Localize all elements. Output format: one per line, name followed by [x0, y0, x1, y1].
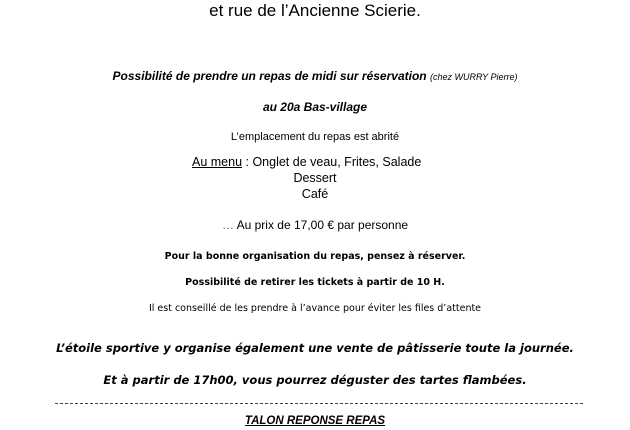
shelter-note: L’emplacement du repas est abrité: [230, 131, 400, 143]
price-ellipsis: …: [221, 218, 234, 232]
menu-main-course: : Onglet de veau, Frites, Salade: [242, 155, 422, 169]
organisation-note: Pour la bonne organisation du repas, pensez à réserver.: [164, 251, 466, 262]
menu-dessert: Dessert: [293, 171, 337, 185]
meal-possibility-text: Possibilité de prendre un repas de midi sur réservation: [112, 69, 427, 83]
pastry-sale-note: L’étoile sportive y organise également une vente de pâtisserie toute la journée.: [56, 341, 574, 355]
tartes-flambees-note: Et à partir de 17h00, vous pourrez déguster des tartes flambées.: [103, 373, 527, 387]
reply-slip-title: TALON REPONSE REPAS: [244, 415, 386, 427]
meal-address: au 20a Bas-village: [262, 100, 368, 114]
menu-line: [192, 154, 421, 170]
advice-note: Il est conseillé de les prendre à l’avance pour éviter les files d’attente: [148, 303, 482, 314]
meal-host-note: (chez WURRY Pierre): [429, 72, 518, 82]
price-line: [0, 217, 630, 233]
meal-possibility: [0, 68, 630, 85]
menu-coffee: Café: [301, 187, 329, 201]
street-line: et rue de l’Ancienne Scierie.: [209, 1, 421, 20]
price-text: Au prix de 17,00 € par personne: [233, 218, 409, 232]
cut-line-divider: [55, 403, 583, 404]
menu-label: Au menu: [192, 155, 243, 169]
tickets-note: Possibilité de retirer les tickets à partir de 10 H.: [185, 277, 445, 288]
